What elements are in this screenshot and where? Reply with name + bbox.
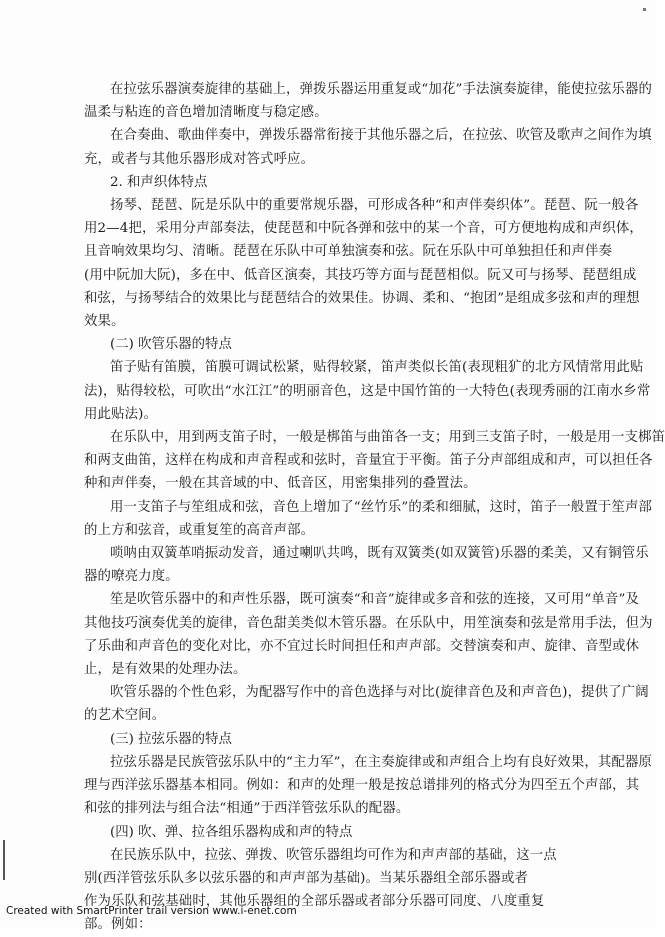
text-line: 效果。 xyxy=(84,314,125,330)
text-line: 和两支曲笛，这样在构成和声音程或和弦时，音量宜于平衡。笛子分声部组成和声，可以担任各 xyxy=(84,453,653,469)
paragraph-dizi-sheng xyxy=(84,496,653,542)
binding-edge-mark xyxy=(3,840,5,880)
text-line: 和弦的排列法与组合法“相通”于西洋管弦乐队的配器。 xyxy=(84,801,410,817)
text-line: 法)，贴得较松，可吹出“水江江”的明丽音色，这是中国竹笛的一大特色(表现秀丽的江南水乡常 xyxy=(84,383,651,399)
text-line: 其他技巧演奏优美的旋律，音色甜美类似木管乐器。在乐队中，用笙演奏和弦是常用手法，但为 xyxy=(84,615,653,631)
text-line: 作为乐队和弦基础时，其他乐器组的全部乐器或者部分乐器可同度、八度重复 xyxy=(84,894,545,910)
paragraph-sheng xyxy=(84,588,653,681)
text-line: 种和声伴奏，一般在其音域的中、低音区，用密集排列的叠置法。 xyxy=(84,476,477,492)
text-line: 用2—4把，采用分声部奏法，使琵琶和中阮各弹和弦中的某一个音，可方便地构成和声织体， xyxy=(84,221,643,237)
paragraph-dizi-ensemble xyxy=(84,426,665,496)
text-line: 了乐曲和声音色的变化对比，亦不宜过长时间担任和声声部。交替演奏和声、旋律、音型或休 xyxy=(84,638,640,654)
text-line: 理与西洋弦乐器基本相同。例如：和声的处理一般是按总谱排列的格式分为四至五个声部，其 xyxy=(84,778,640,794)
paragraph-group-harmony xyxy=(84,844,594,937)
text-line: 在拉弦乐器演奏旋律的基础上，弹拨乐器运用重复或“加花”手法演奏旋律，能使拉弦乐器的 xyxy=(110,82,653,97)
subheading-harmony-texture: 2. 和声织体特点 xyxy=(110,174,208,190)
section-heading-groups-harmony: (四) 吹、弹、拉各组乐器构成和声的特点 xyxy=(110,824,353,840)
paragraph-wind-color xyxy=(84,681,649,727)
text-line: 吹管乐器的个性色彩，为配器写作中的音色选择与对比(旋律音色及和声音色)，提供了广阔 xyxy=(110,685,649,701)
text-line: (用中阮加大阮)，多在中、低音区演奏，其技巧等方面与琵琶相似。阮又可与扬琴、琵琶组成 xyxy=(84,267,637,283)
text-line: 充，或者与其他乐器形成对答式呼应。 xyxy=(84,151,315,167)
text-line: 别(西洋管弦乐队多以弦乐器的和声声部为基础)。当某乐器组全部乐器或者 xyxy=(84,870,529,886)
text-line: 的艺术空间。 xyxy=(84,708,166,724)
section-heading-bowed: (三) 拉弦乐器的特点 xyxy=(110,731,232,747)
text-line: 且音响效果均匀、清晰。琵琶在乐队中可单独演奏和弦。阮在乐队中可单独担任和声伴奏 xyxy=(84,244,613,260)
paragraph-dizi-membrane xyxy=(84,356,651,426)
section-heading-wind: (二) 吹管乐器的特点 xyxy=(110,337,232,353)
text-line: 器的嘹亮力度。 xyxy=(84,569,179,585)
text-line: 在合奏曲、歌曲伴奏中，弹拨乐器常衔接于其他乐器之后，在拉弦、吹管及歌声之间作为填 xyxy=(110,128,652,144)
paragraph-yangqin-pipa-ruan xyxy=(84,194,643,333)
text-line: 拉弦乐器是民族管弦乐队中的“主力军”，在主奏旋律或和声组合上均有良好效果，其配器原 xyxy=(110,754,653,770)
text-line: 温柔与粘连的音色增加清晰度与稳定感。 xyxy=(84,105,328,121)
text-line: 在乐队中，用到两支笛子时，一般是梆笛与曲笛各一支；用到三支笛子时，一般是用一支梆笛 xyxy=(110,430,665,446)
text-line: 在民族乐队中，拉弦、弹拨、吹管乐器组均可作为和声声部的基础，这一点 xyxy=(110,847,557,863)
text-line: 唢呐由双簧革哨振动发音，通过喇叭共鸣，既有双簧类(如双簧管)乐器的柔美，又有铜管乐 xyxy=(110,546,649,562)
text-line: 的上方和弦音，或重复笙的高音声部。 xyxy=(84,522,315,538)
page-body xyxy=(84,78,665,937)
text-line: 笙是吹管乐器中的和声性乐器，既可演奏“和音”旋律或多音和弦的连接，又可用“单音”及 xyxy=(110,592,639,608)
text-line: 笛子贴有笛膜，笛膜可调试松紧，贴得较紧，笛声类似长笛(表现粗犷的北方风情常用此贴 xyxy=(110,360,644,376)
text-line: 止，是有效果的处理办法。 xyxy=(84,662,247,678)
paragraph-suona xyxy=(84,542,649,588)
text-line: 用一支笛子与笙组成和弦，音色上增加了“丝竹乐”的柔和细腻，这时，笛子一般置于笙声部 xyxy=(110,499,653,515)
paragraph-plucked-melody xyxy=(84,78,653,124)
scan-speck xyxy=(643,8,646,11)
watermark-footer: Created with SmartPrinter trail version www.i-enet.com xyxy=(6,905,297,917)
paragraph-bowed-strings xyxy=(84,751,653,821)
text-line: 扬琴、琵琶、阮是乐队中的重要常规乐器，可形成各种“和声伴奏织体”。琵琶、阮一般各 xyxy=(110,198,639,214)
paragraph-plucked-accompaniment xyxy=(84,124,652,170)
text-line: 部。例如： xyxy=(84,917,152,933)
text-line: 和弦，与扬琴结合的效果比与琵琶结合的效果佳。协调、柔和、“抱团”是组成多弦和声的理想 xyxy=(84,290,640,306)
text-line: 用此贴法)。 xyxy=(84,406,158,422)
